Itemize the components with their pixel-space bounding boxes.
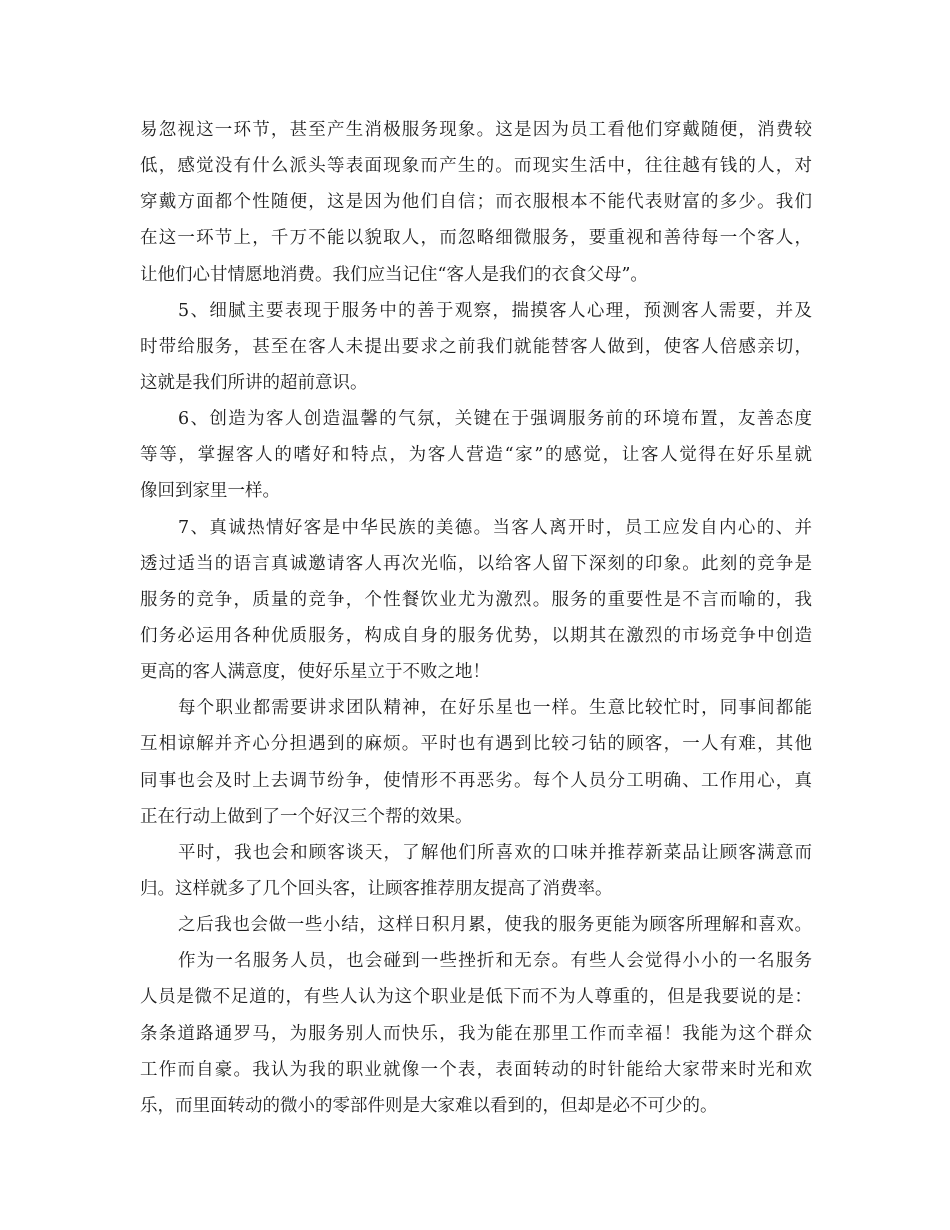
text-line: 之后我也会做一些小结，这样日积月累，使我的服务更能为顾客所理解和喜欢。 bbox=[178, 915, 812, 936]
text-line: 正在行动上做到了一个好汉三个帮的效果。 bbox=[140, 806, 473, 827]
paragraph bbox=[140, 907, 812, 943]
text-line: 乐，而里面转动的微小的零部件则是大家难以看到的，但却是必不可少的。 bbox=[140, 1095, 718, 1116]
text-line: 在这一环节上，千万不能以貌取人，而忽略细微服务，要重视和善待每一个客人， bbox=[140, 228, 812, 249]
text-line: 穿戴方面都个性随便，这是因为他们自信；而衣服根本不能代表财富的多少。我们 bbox=[140, 192, 812, 213]
text-line: 作为一名服务人员，也会碰到一些挫折和无奈。有些人会觉得小小的一名服务 bbox=[178, 951, 812, 972]
text-line: 透过适当的语言真诚邀请客人再次光临，以给客人留下深刻的印象。此刻的竞争是 bbox=[140, 553, 812, 574]
text-line: 工作而自豪。我认为我的职业就像一个表，表面转动的时针能给大家带来时光和欢 bbox=[140, 1059, 812, 1080]
text-line: 6、创造为客人创造温馨的气氛，关键在于强调服务前的环境布置，友善态度 bbox=[178, 409, 812, 430]
text-line: 互相谅解并齐心分担遇到的麻烦。平时也有遇到比较刁钻的顾客，一人有难，其他 bbox=[140, 734, 812, 755]
paragraph bbox=[140, 293, 812, 401]
text-line: 们务必运用各种优质服务，构成自身的服务优势，以期其在激烈的市场竞争中创造 bbox=[140, 625, 812, 646]
paragraph bbox=[140, 835, 812, 907]
document-body bbox=[140, 112, 812, 1124]
paragraph bbox=[140, 510, 812, 691]
paragraph bbox=[140, 112, 812, 293]
text-line: 平时，我也会和顾客谈天，了解他们所喜欢的口味并推荐新菜品让顾客满意而 bbox=[178, 842, 812, 863]
paragraph bbox=[140, 401, 812, 509]
text-line: 时带给服务，甚至在客人未提出要求之前我们就能替客人做到，使客人倍感亲切， bbox=[140, 336, 812, 357]
text-line: 易忽视这一环节，甚至产生消极服务现象。这是因为员工看他们穿戴随便，消费较 bbox=[140, 120, 812, 140]
text-line: 等等，掌握客人的嗜好和特点，为客人营造“家”的感觉，让客人觉得在好乐星就 bbox=[140, 445, 812, 466]
text-line: 条条道路通罗马，为服务别人而快乐，我为能在那里工作而幸福！我能为这个群众 bbox=[140, 1023, 812, 1044]
text-line: 归。这样就多了几个回头客，让顾客推荐朋友提高了消费率。 bbox=[140, 878, 613, 899]
text-line: 这就是我们所讲的超前意识。 bbox=[140, 372, 368, 393]
text-line: 让他们心甘情愿地消费。我们应当记住“客人是我们的衣食父母”。 bbox=[140, 264, 648, 285]
paragraph bbox=[140, 690, 812, 835]
text-line: 5、细腻主要表现于服务中的善于观察，揣摸客人心理，预测客人需要，并及 bbox=[178, 300, 812, 321]
text-line: 服务的竞争，质量的竞争，个性餐饮业尤为激烈。服务的重要性是不言而喻的，我 bbox=[140, 589, 812, 610]
text-line: 更高的客人满意度，使好乐星立于不败之地！ bbox=[140, 662, 490, 683]
text-line: 低，感觉没有什么派头等表面现象而产生的。而现实生活中，往往越有钱的人，对 bbox=[140, 156, 812, 177]
text-line: 每个职业都需要讲求团队精神，在好乐星也一样。生意比较忙时，同事间都能 bbox=[178, 698, 812, 719]
paragraph bbox=[140, 943, 812, 1124]
text-line: 同事也会及时上去调节纷争，使情形不再恶劣。每个人员分工明确、工作用心，真 bbox=[140, 770, 812, 791]
text-line: 像回到家里一样。 bbox=[140, 481, 280, 502]
text-line: 人员是微不足道的，有些人认为这个职业是低下而不为人尊重的，但是我要说的是： bbox=[140, 987, 812, 1008]
text-line: 7、真诚热情好客是中华民族的美德。当客人离开时，员工应发自内心的、并 bbox=[178, 517, 812, 538]
